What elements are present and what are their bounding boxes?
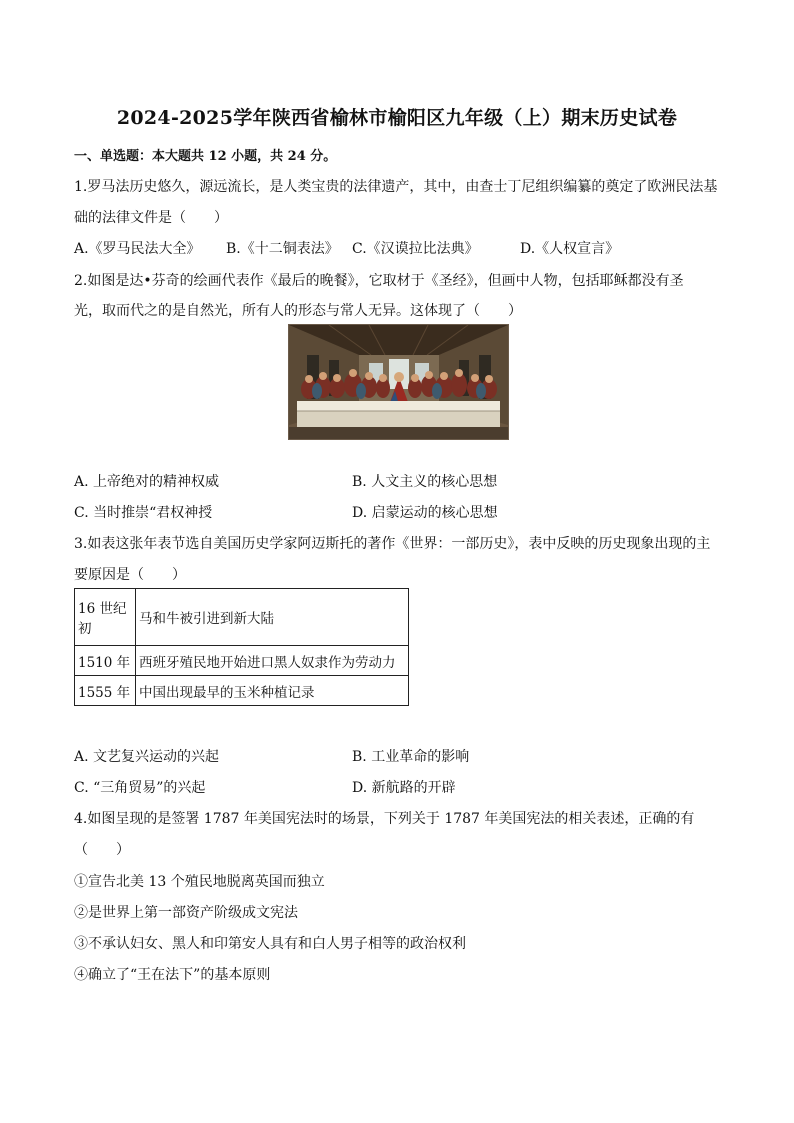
table-row — [75, 676, 409, 706]
q2-stem-line1: 2.如图是达•芬奇的绘画代表作《最后的晚餐》，它取材于《圣经》，但画中人物，包括耶稣都没有圣 — [74, 273, 684, 289]
q4-stem-line2: （ ） — [74, 842, 130, 858]
q3-option-a: A. 文艺复兴运动的兴起 — [74, 749, 220, 765]
table-cell-event: 马和牛被引进到新大陆 — [136, 589, 409, 646]
table-row — [75, 646, 409, 676]
table-cell-event: 中国出现最早的玉米种植记录 — [136, 676, 409, 706]
q4-stem-line1: 4.如图呈现的是签署 1787 年美国宪法时的场景，下列关于 1787 年美国宪法的相关表述，正确的有 — [74, 811, 695, 827]
q3-option-c: C. “三角贸易”的兴起 — [74, 780, 206, 796]
q1-option-a: A.《罗马民法大全》 — [74, 241, 201, 257]
table-row — [75, 589, 409, 646]
q2-option-d: D. 启蒙运动的核心思想 — [352, 505, 498, 521]
q2-stem-line2: 光，取而代之的是自然光，所有人的形态与常人无异。这体现了（ ） — [74, 303, 522, 319]
q1-option-b: B.《十二铜表法》 — [226, 241, 339, 257]
q3-option-d: D. 新航路的开辟 — [352, 780, 456, 796]
q1-option-d: D.《人权宣言》 — [520, 241, 620, 257]
section-heading: 一、单选题：本大题共 12 小题，共 24 分。 — [74, 149, 337, 164]
q1-stem-line1: 1.罗马法历史悠久，源远流长，是人类宝贵的法律遗产，其中，由查士丁尼组织编纂的奠定了欧洲民法基 — [74, 179, 718, 195]
last-supper-image — [289, 325, 508, 439]
exam-title: 2024-2025学年陕西省榆林市榆阳区九年级（上）期末历史试卷 — [116, 107, 678, 129]
q3-stem-line2: 要原因是（ ） — [74, 567, 186, 583]
q4-statement-2: ②是世界上第一部资产阶级成文宪法 — [74, 905, 298, 921]
chronology-table — [74, 588, 409, 706]
q1-option-c: C.《汉谟拉比法典》 — [352, 241, 479, 257]
q4-statement-3: ③不承认妇女、黑人和印第安人具有和白人男子相等的政治权利 — [74, 936, 466, 952]
table-cell-year: 1555 年 — [75, 676, 136, 706]
table-cell-event: 西班牙殖民地开始进口黑人奴隶作为劳动力 — [136, 646, 409, 676]
q2-option-a: A. 上帝绝对的精神权威 — [74, 474, 220, 490]
table-cell-year: 1510 年 — [75, 646, 136, 676]
q4-statement-1: ①宣告北美 13 个殖民地脱离英国而独立 — [74, 874, 325, 890]
last-supper-painting — [288, 324, 509, 440]
q1-stem-line2: 础的法律文件是（ ） — [74, 210, 228, 226]
q2-option-b: B. 人文主义的核心思想 — [352, 474, 498, 490]
table-cell-year: 16 世纪初 — [75, 589, 136, 646]
q4-statement-4: ④确立了“王在法下”的基本原则 — [74, 967, 271, 983]
q3-option-b: B. 工业革命的影响 — [352, 749, 470, 765]
q3-stem-line1: 3.如表这张年表节选自美国历史学家阿迈斯托的著作《世界：一部历史》，表中反映的历史现象出现的主 — [74, 536, 711, 552]
q2-option-c: C. 当时推崇“君权神授 — [74, 505, 213, 521]
